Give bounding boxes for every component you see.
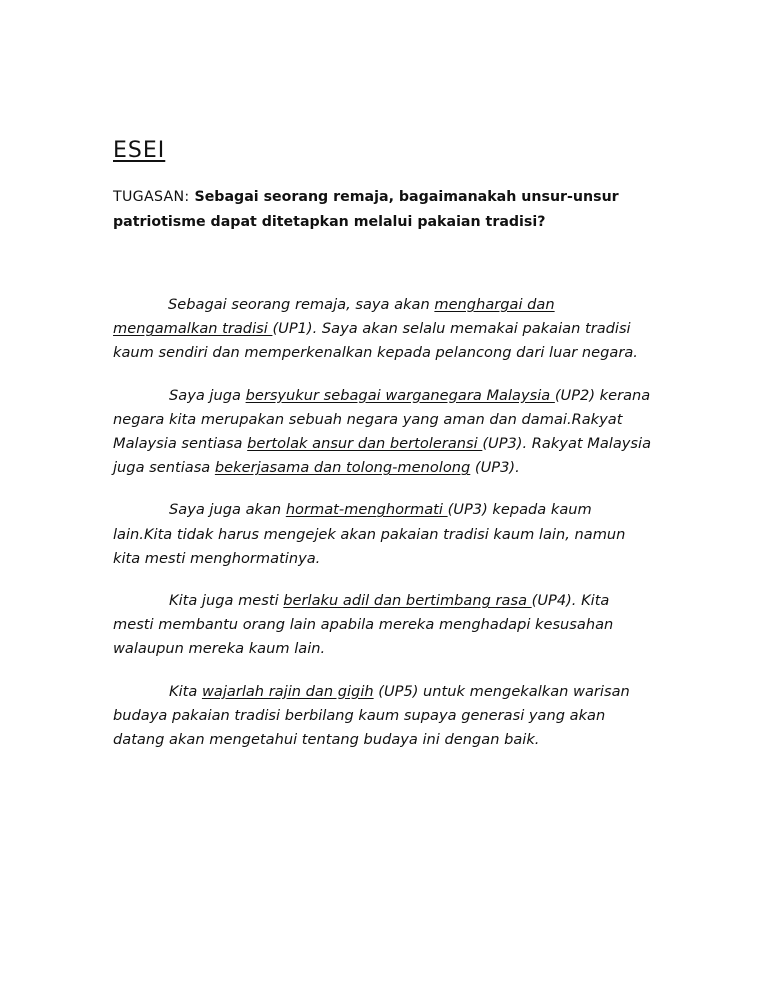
- paragraph-text: (UP3). Rakyat Malaysia juga sentiasa: [113, 435, 652, 477]
- essay-body: [113, 293, 653, 752]
- paragraph-text: Saya juga akan: [169, 501, 286, 519]
- paragraph-text: (UP2) kerana negara kita merupakan sebuah negara yang aman dan damai.Rakyat Malaysia sentiasa: [113, 386, 651, 453]
- paragraph-4: [113, 589, 653, 662]
- paragraph-text: Kita: [169, 682, 202, 700]
- paragraph-text: (UP5) untuk mengekalkan warisan budaya pakaian tradisi berbilang kaum supaya generasi yang akan datang akan mengetahui tentang budaya ini dengan baik.: [113, 682, 630, 749]
- underlined-point: bekerjasama dan tolong-menolong: [214, 459, 471, 477]
- paragraph-text: Kita juga mesti: [169, 592, 284, 610]
- underlined-point: hormat-menghormati: [285, 501, 448, 519]
- paragraph-text: (UP3) kepada kaum lain.Kita tidak harus mengejek akan pakaian tradisi kaum lain, namun kita mesti menghormatinya.: [113, 501, 626, 567]
- paragraph-text: (UP4). Kita mesti membantu orang lain apabila mereka menghadapi kesusahan walaupun mereka kaum lain.: [113, 592, 614, 658]
- paragraph-text: (UP1). Saya akan selalu memakai pakaian tradisi kaum sendiri dan memperkenalkan kepada pelancong dari luar negara.: [113, 320, 638, 362]
- paragraph-text: (UP3).: [470, 459, 520, 477]
- underlined-point: bertolak ansur dan bertoleransi: [247, 435, 483, 453]
- task-text: Sebagai seorang remaja, bagaimanakah unsur-unsur patriotisme dapat ditetapkan melalui pakaian tradisi?: [113, 189, 619, 230]
- underlined-point: wajarlah rajin dan gigih: [201, 682, 374, 700]
- document-page: [113, 138, 653, 770]
- paragraph-text: Sebagai seorang remaja, saya akan: [168, 296, 435, 313]
- paragraph-text: Saya juga: [169, 386, 246, 404]
- paragraph-3: [113, 498, 653, 571]
- paragraph-5: [113, 680, 653, 753]
- paragraph-2: [113, 384, 653, 481]
- underlined-point: bersyukur sebagai warganegara Malaysia: [245, 386, 555, 404]
- underlined-point: menghargai dan mengamalkan tradisi: [113, 296, 555, 338]
- task-label: TUGASAN:: [113, 189, 190, 205]
- paragraph-1: [113, 293, 653, 366]
- underlined-point: berlaku adil dan bertimbang rasa: [283, 592, 532, 610]
- task-question: [113, 185, 653, 235]
- document-title: ESEI: [113, 138, 166, 163]
